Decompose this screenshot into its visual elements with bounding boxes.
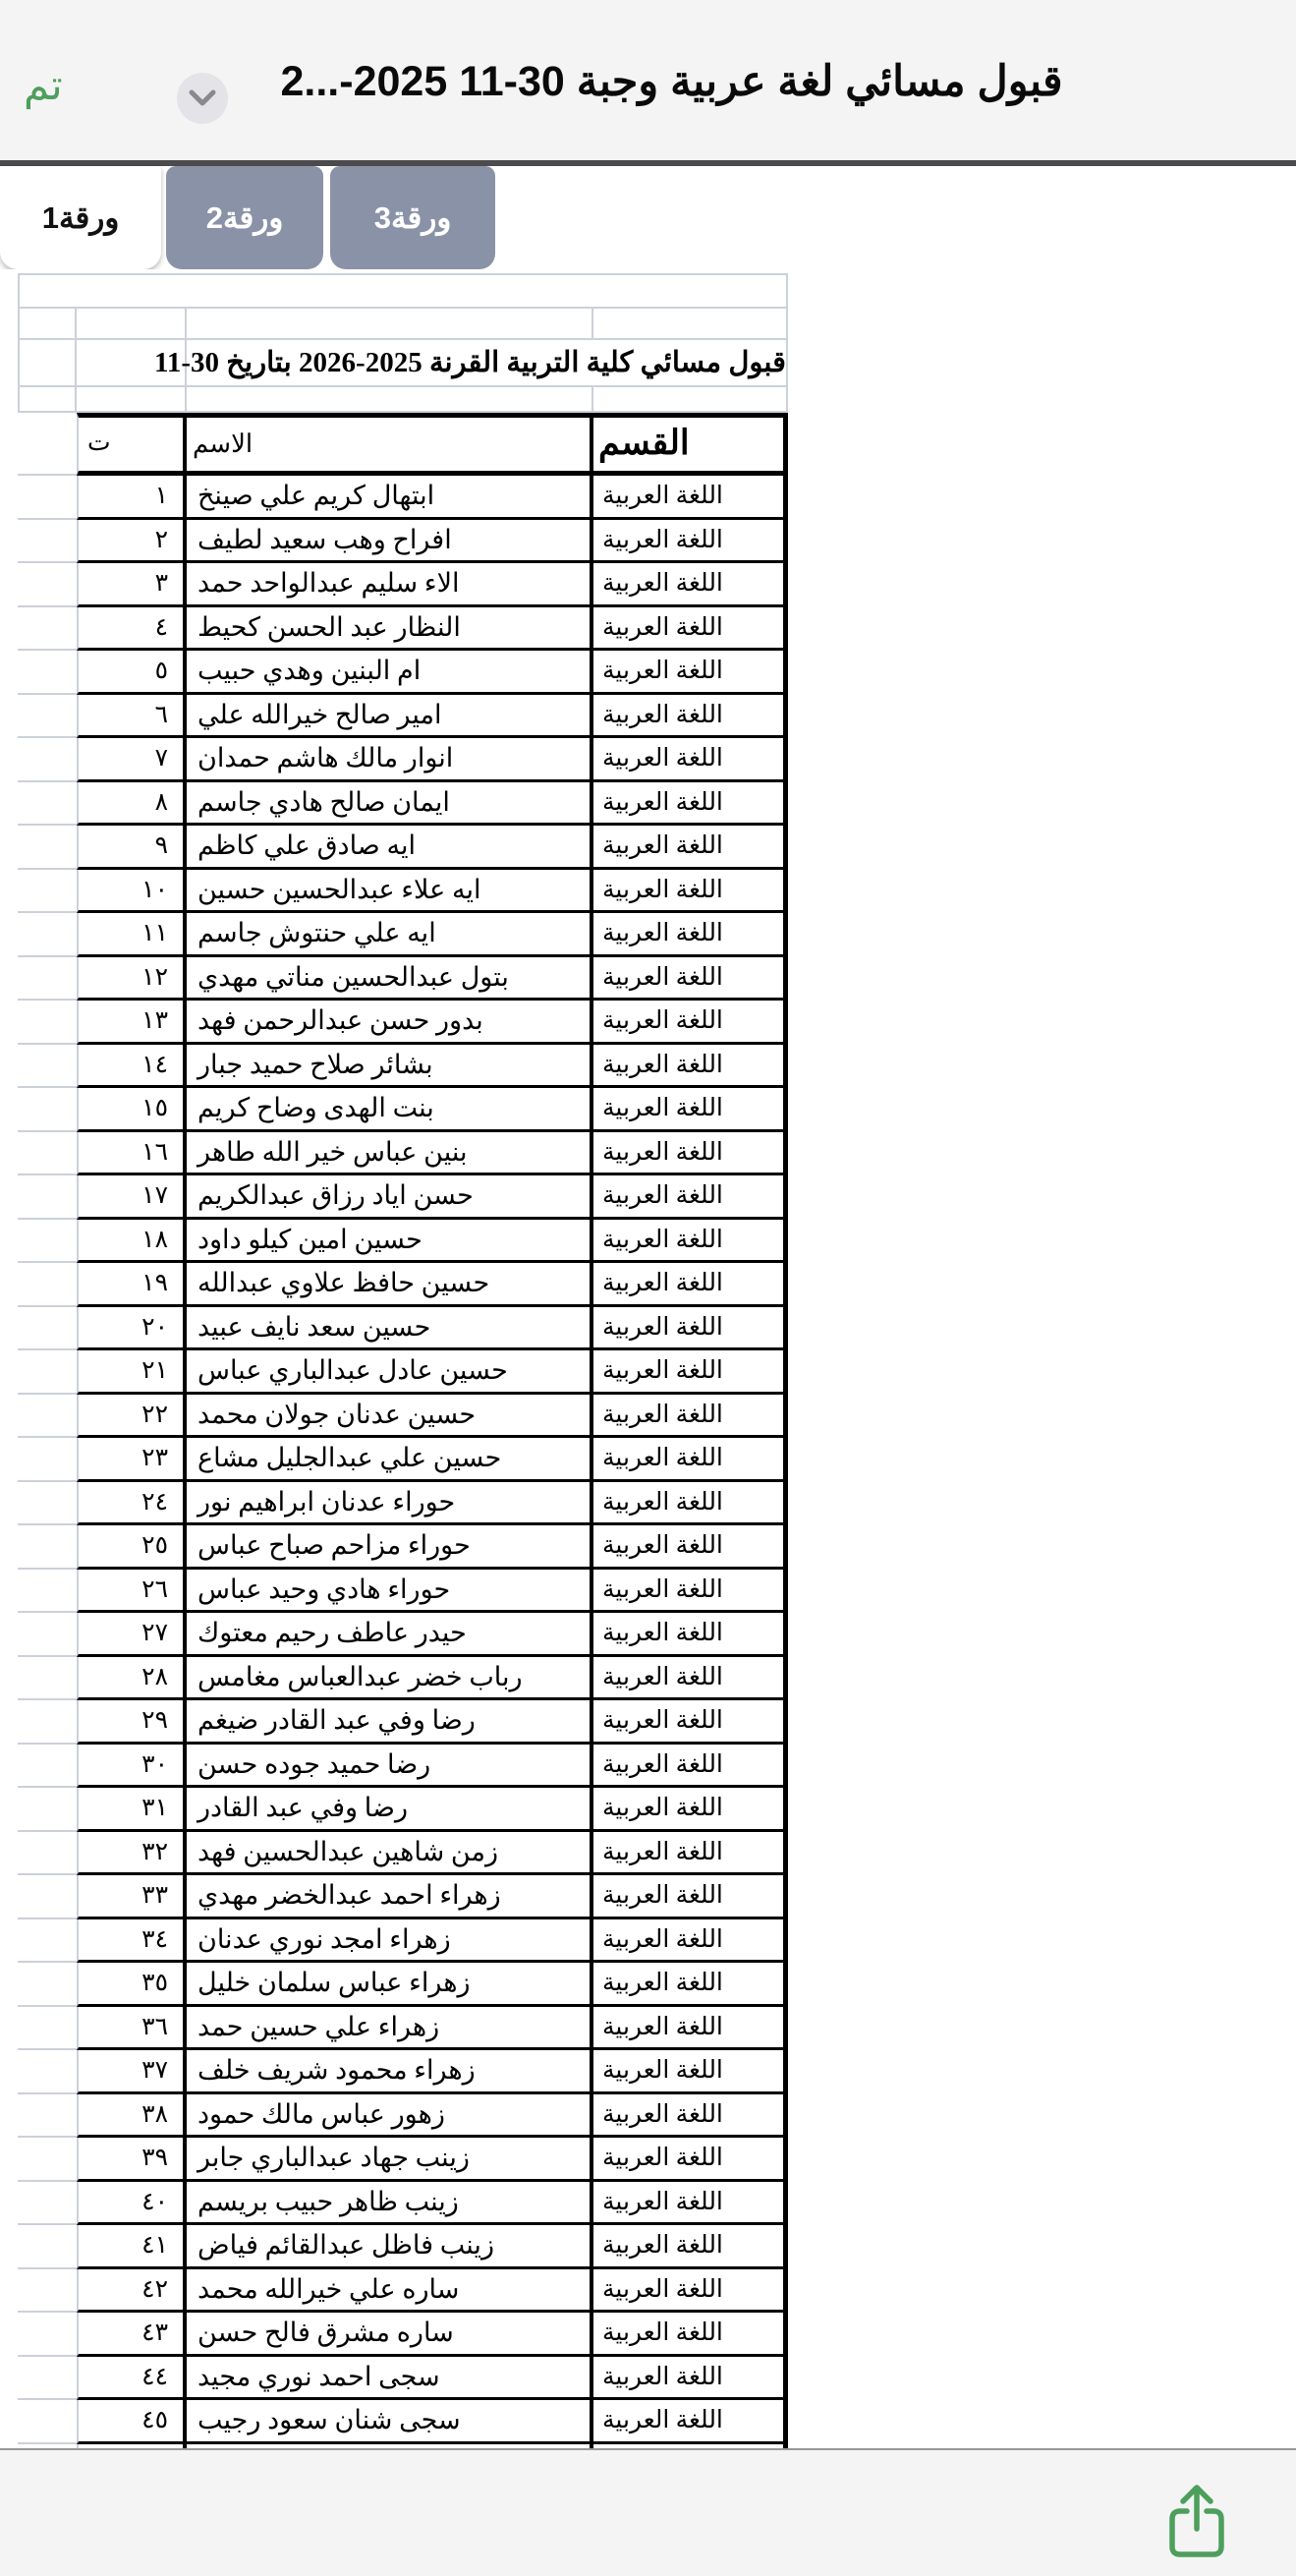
table-row (18, 1570, 1296, 1614)
table-row (18, 826, 1296, 870)
sheet-title: قبول مسائي كلية التربية القرنة 2025-2026 بتاريخ 30-11 (187, 340, 788, 387)
department-cell: اللغة العربية (593, 1745, 788, 1789)
department-cell: اللغة العربية (593, 2138, 788, 2182)
table-body (0, 476, 1296, 2444)
gutter-cell (18, 1700, 77, 1745)
row-number-cell: ٢٨ (77, 1657, 187, 1701)
tab-sheet1[interactable]: ورقة1 (0, 166, 161, 269)
row-number-cell: ١١ (77, 913, 187, 957)
department-cell: اللغة العربية (593, 2400, 788, 2444)
gutter-cell (18, 2400, 77, 2444)
row-number-cell: ٤ (77, 607, 187, 652)
empty-band (18, 309, 1296, 340)
table-row (18, 520, 1296, 564)
gutter-cell (18, 782, 77, 827)
gutter-cell (18, 695, 77, 739)
gutter-cell (18, 1263, 77, 1307)
table-row (18, 1438, 1296, 1482)
department-cell: اللغة العربية (593, 520, 788, 564)
table-row (18, 1963, 1296, 2007)
student-name-cell: زهراء امجد نوري عدنان (187, 1919, 593, 1964)
table-row (18, 1220, 1296, 1264)
department-cell: اللغة العربية (593, 1001, 788, 1045)
file-options-button[interactable] (177, 73, 228, 124)
department-cell: اللغة العربية (593, 1919, 788, 1964)
empty-cell (77, 309, 187, 340)
gutter-cell (18, 2357, 77, 2401)
department-cell: اللغة العربية (593, 1307, 788, 1351)
student-name-cell: زهراء علي حسين حمد (187, 2007, 593, 2051)
student-name-cell: بتول عبدالحسين مناتي مهدي (187, 957, 593, 1002)
student-name-cell: النظار عبد الحسن كحيط (187, 607, 593, 652)
row-number-cell: ٢٦ (77, 1570, 187, 1614)
header-name: الاسم (187, 413, 593, 476)
document-title: قبول مسائي لغة عربية وجبة 30-11 2025-...2 (280, 58, 1063, 105)
student-name-cell: بشائر صلاح حميد جبار (187, 1045, 593, 1089)
row-number-cell: ٧ (77, 738, 187, 782)
empty-cell (77, 387, 187, 413)
row-number-cell: ٤١ (77, 2225, 187, 2269)
student-name-cell: زهراء احمد عبدالخضر مهدي (187, 1875, 593, 1919)
student-name-cell: ايه صادق علي كاظم (187, 826, 593, 870)
row-number-cell: ٢٣ (77, 1438, 187, 1482)
gutter-cell (18, 1745, 77, 1789)
row-number-cell: ٢٤ (77, 1482, 187, 1526)
table-row (18, 1700, 1296, 1745)
student-name-cell: حيدر عاطف رحيم معتوك (187, 1613, 593, 1657)
row-number-cell: ٣٨ (77, 2094, 187, 2139)
student-name-cell: حسين علي عبدالجليل مشاع (187, 1438, 593, 1482)
student-name-cell: ام البنين وهدي حبيب (187, 651, 593, 695)
gutter-cell (18, 1088, 77, 1132)
row-number-cell: ٢١ (77, 1350, 187, 1395)
empty-cell (18, 340, 77, 387)
row-number-cell: ٣٥ (77, 1963, 187, 2007)
empty-cell (18, 309, 77, 340)
gutter-cell (18, 2050, 77, 2094)
row-number-cell: ٣١ (77, 1788, 187, 1832)
gutter-cell (18, 520, 77, 564)
row-number-cell: ٦ (77, 695, 187, 739)
header-department: القسم (593, 413, 788, 476)
table-row (18, 476, 1296, 520)
row-number-cell: ٤٤ (77, 2357, 187, 2401)
table-row (18, 695, 1296, 739)
student-name-cell: ابتهال كريم علي صينخ (187, 476, 593, 520)
gutter-cell (18, 1350, 77, 1395)
row-number-cell: ٢ (77, 520, 187, 564)
empty-cell (593, 309, 788, 340)
student-name-cell: بنين عباس خير الله طاهر (187, 1132, 593, 1176)
table-row (18, 1175, 1296, 1220)
student-name-cell: حسين سعد نايف عبيد (187, 1307, 593, 1351)
row-number-cell: ٢٩ (77, 1700, 187, 1745)
table-row (18, 1482, 1296, 1526)
bottom-toolbar (0, 2448, 1296, 2576)
share-button[interactable] (1162, 2482, 1231, 2562)
gutter-cell (18, 1919, 77, 1964)
table-row (18, 2357, 1296, 2401)
student-name-cell: رضا وفي عبد القادر (187, 1788, 593, 1832)
row-number-cell: ٢٢ (77, 1395, 187, 1439)
table-row (18, 2225, 1296, 2269)
student-name-cell: زهراء محمود شريف خلف (187, 2050, 593, 2094)
gutter-cell (18, 826, 77, 870)
department-cell: اللغة العربية (593, 1088, 788, 1132)
gutter-cell (18, 2225, 77, 2269)
table-row (18, 1001, 1296, 1045)
table-row (18, 2007, 1296, 2051)
department-cell: اللغة العربية (593, 738, 788, 782)
table-header-row (18, 413, 1296, 476)
student-name-cell: الاء سليم عبدالواحد حمد (187, 563, 593, 607)
row-number-cell: ١ (77, 476, 187, 520)
table-row (18, 2050, 1296, 2094)
department-cell: اللغة العربية (593, 1438, 788, 1482)
department-cell: اللغة العربية (593, 870, 788, 914)
row-number-cell: ١٧ (77, 1175, 187, 1220)
student-name-cell: حوراء مزاحم صباح عباس (187, 1525, 593, 1570)
department-cell: اللغة العربية (593, 2269, 788, 2314)
student-name-cell: زهراء عباس سلمان خليل (187, 1963, 593, 2007)
row-number-cell: ١٨ (77, 1220, 187, 1264)
empty-cell (187, 309, 593, 340)
empty-cell (18, 273, 788, 309)
table-row (18, 957, 1296, 1002)
department-cell: اللغة العربية (593, 1832, 788, 1876)
gutter-cell (18, 1220, 77, 1264)
student-name-cell: امير صالح خيرالله علي (187, 695, 593, 739)
sheet-title-row (18, 340, 1296, 387)
table-row (18, 563, 1296, 607)
gutter-cell (18, 1570, 77, 1614)
header-number: ت (77, 413, 187, 476)
department-cell: اللغة العربية (593, 1657, 788, 1701)
table-row (18, 870, 1296, 914)
row-number-cell: ٤٢ (77, 2269, 187, 2314)
table-row (18, 1919, 1296, 1964)
student-name-cell: رباب خضر عبدالعباس مغامس (187, 1657, 593, 1701)
student-name-cell: ايه علي حنتوش جاسم (187, 913, 593, 957)
gutter-cell (18, 607, 77, 652)
table-row (18, 1263, 1296, 1307)
student-name-cell: زينب فاظل عبدالقائم فياض (187, 2225, 593, 2269)
student-name-cell: حسين امين كيلو داود (187, 1220, 593, 1264)
gutter-cell (18, 1963, 77, 2007)
department-cell: اللغة العربية (593, 1395, 788, 1439)
table-row (18, 607, 1296, 652)
gutter-cell (18, 2269, 77, 2314)
department-cell: اللغة العربية (593, 826, 788, 870)
table-row (18, 1088, 1296, 1132)
gutter-cell (18, 738, 77, 782)
navbar (0, 0, 1296, 160)
department-cell: اللغة العربية (593, 1045, 788, 1089)
row-number-cell: ٣٣ (77, 1875, 187, 1919)
department-cell: اللغة العربية (593, 782, 788, 827)
done-button[interactable]: تم (24, 62, 63, 108)
row-number-cell: ٣٢ (77, 1832, 187, 1876)
gutter-cell (18, 2313, 77, 2357)
student-name-cell: زهور عباس مالك حمود (187, 2094, 593, 2139)
row-number-cell: ٤٥ (77, 2400, 187, 2444)
row-number-cell: ١٠ (77, 870, 187, 914)
table-row (18, 1657, 1296, 1701)
department-cell: اللغة العربية (593, 2357, 788, 2401)
table-row (18, 1350, 1296, 1395)
table-row (18, 651, 1296, 695)
table-row (18, 1307, 1296, 1351)
department-cell: اللغة العربية (593, 2182, 788, 2226)
student-name-cell: زينب جهاد عبدالباري جابر (187, 2138, 593, 2182)
department-cell: اللغة العربية (593, 1613, 788, 1657)
student-name-cell: رضا وفي عبد القادر ضيغم (187, 1700, 593, 1745)
student-name-cell: ايه علاء عبدالحسين حسين (187, 870, 593, 914)
spreadsheet (0, 269, 1296, 2448)
student-name-cell: حسين حافظ علاوي عبدالله (187, 1263, 593, 1307)
department-cell: اللغة العربية (593, 1963, 788, 2007)
student-name-cell: حوراء هادي وحيد عباس (187, 1570, 593, 1614)
row-number-cell: ٢٠ (77, 1307, 187, 1351)
department-cell: اللغة العربية (593, 2007, 788, 2051)
row-number-cell: ٣ (77, 563, 187, 607)
table-row (18, 2182, 1296, 2226)
share-icon (1162, 2482, 1231, 2562)
empty-cell (18, 387, 77, 413)
student-name-cell: زمن شاهين عبدالحسين فهد (187, 1832, 593, 1876)
table-row (18, 2138, 1296, 2182)
empty-band (18, 273, 1296, 309)
department-cell: اللغة العربية (593, 1263, 788, 1307)
row-number-cell: ١٣ (77, 1001, 187, 1045)
student-name-cell: انوار مالك هاشم حمدان (187, 738, 593, 782)
row-number-cell: ٣٧ (77, 2050, 187, 2094)
student-name-cell: ساره مشرق فالح حسن (187, 2313, 593, 2357)
table-row (18, 2313, 1296, 2357)
department-cell: اللغة العربية (593, 1525, 788, 1570)
row-number-cell: ٣٩ (77, 2138, 187, 2182)
gutter-cell (18, 1875, 77, 1919)
table-row (18, 1045, 1296, 1089)
gutter-cell (18, 413, 77, 476)
department-cell: اللغة العربية (593, 1700, 788, 1745)
gutter-cell (18, 563, 77, 607)
department-cell: اللغة العربية (593, 1175, 788, 1220)
table-row (18, 913, 1296, 957)
row-number-cell: ١٩ (77, 1263, 187, 1307)
table-row (18, 2400, 1296, 2444)
table-row (18, 2094, 1296, 2139)
row-number-cell: ٤٣ (77, 2313, 187, 2357)
student-name-cell: بنت الهدى وضاح كريم (187, 1088, 593, 1132)
gutter-cell (18, 1613, 77, 1657)
chevron-down-icon (188, 87, 217, 109)
student-name-cell: حسين عادل عبدالباري عباس (187, 1350, 593, 1395)
gutter-cell (18, 1395, 77, 1439)
gutter-cell (18, 1482, 77, 1526)
department-cell: اللغة العربية (593, 607, 788, 652)
department-cell: اللغة العربية (593, 1788, 788, 1832)
student-name-cell: سجى شنان سعود رجيب (187, 2400, 593, 2444)
gutter-cell (18, 1001, 77, 1045)
gutter-cell (18, 1045, 77, 1089)
department-cell: اللغة العربية (593, 2094, 788, 2139)
table-row (18, 1788, 1296, 1832)
department-cell: اللغة العربية (593, 476, 788, 520)
row-number-cell: ٣٠ (77, 1745, 187, 1789)
table-row (18, 1132, 1296, 1176)
row-number-cell: ٣٤ (77, 1919, 187, 1964)
tab-sheet3[interactable]: ورقة3 (330, 166, 495, 269)
gutter-cell (18, 913, 77, 957)
department-cell: اللغة العربية (593, 651, 788, 695)
row-number-cell: ٢٥ (77, 1525, 187, 1570)
department-cell: اللغة العربية (593, 1220, 788, 1264)
gutter-cell (18, 1788, 77, 1832)
row-number-cell: ٤٠ (77, 2182, 187, 2226)
row-number-cell: ٨ (77, 782, 187, 827)
student-name-cell: بدور حسن عبدالرحمن فهد (187, 1001, 593, 1045)
gutter-cell (18, 1438, 77, 1482)
empty-cell (593, 387, 788, 413)
row-number-cell: ٢٧ (77, 1613, 187, 1657)
department-cell: اللغة العربية (593, 1350, 788, 1395)
department-cell: اللغة العربية (593, 913, 788, 957)
table-row (18, 1832, 1296, 1876)
student-name-cell: حسين عدنان جولان محمد (187, 1395, 593, 1439)
department-cell: اللغة العربية (593, 1132, 788, 1176)
student-name-cell: رضا حميد جوده حسن (187, 1745, 593, 1789)
department-cell: اللغة العربية (593, 2225, 788, 2269)
table-row (18, 1613, 1296, 1657)
gutter-cell (18, 1657, 77, 1701)
gutter-cell (18, 651, 77, 695)
gutter-cell (18, 2007, 77, 2051)
gutter-cell (18, 1132, 77, 1176)
department-cell: اللغة العربية (593, 2050, 788, 2094)
gutter-cell (18, 2094, 77, 2139)
table-row (18, 782, 1296, 827)
department-cell: اللغة العربية (593, 2313, 788, 2357)
gutter-cell (18, 476, 77, 520)
empty-band (18, 387, 1296, 413)
student-name-cell: ساره علي خيرالله محمد (187, 2269, 593, 2314)
gutter-cell (18, 870, 77, 914)
sheet-tab-bar (0, 166, 1296, 270)
gutter-cell (18, 1832, 77, 1876)
empty-cell (187, 387, 593, 413)
gutter-cell (18, 1525, 77, 1570)
gutter-cell (18, 957, 77, 1002)
tab-sheet2[interactable]: ورقة2 (166, 166, 323, 269)
student-name-cell: حوراء عدنان ابراهيم نور (187, 1482, 593, 1526)
department-cell: اللغة العربية (593, 957, 788, 1002)
row-number-cell: ١٢ (77, 957, 187, 1002)
student-name-cell: سجى احمد نوري مجيد (187, 2357, 593, 2401)
student-name-cell: افراح وهب سعيد لطيف (187, 520, 593, 564)
department-cell: اللغة العربية (593, 1875, 788, 1919)
table-row (18, 2269, 1296, 2314)
row-number-cell: ١٦ (77, 1132, 187, 1176)
table-row (18, 738, 1296, 782)
department-cell: اللغة العربية (593, 1570, 788, 1614)
table-row (18, 1395, 1296, 1439)
gutter-cell (18, 1175, 77, 1220)
department-cell: اللغة العربية (593, 695, 788, 739)
student-name-cell: ايمان صالح هادي جاسم (187, 782, 593, 827)
student-name-cell: حسن اياد رزاق عبدالكريم (187, 1175, 593, 1220)
row-number-cell: ٣٦ (77, 2007, 187, 2051)
table-row (18, 1745, 1296, 1789)
gutter-cell (18, 2138, 77, 2182)
student-name-cell: زينب ظاهر حبيب بريسم (187, 2182, 593, 2226)
table-row (18, 1875, 1296, 1919)
row-number-cell: ٩ (77, 826, 187, 870)
gutter-cell (18, 2182, 77, 2226)
department-cell: اللغة العربية (593, 1482, 788, 1526)
row-number-cell: ١٤ (77, 1045, 187, 1089)
department-cell: اللغة العربية (593, 563, 788, 607)
table-row (18, 1525, 1296, 1570)
row-number-cell: ١٥ (77, 1088, 187, 1132)
gutter-cell (18, 1307, 77, 1351)
row-number-cell: ٥ (77, 651, 187, 695)
